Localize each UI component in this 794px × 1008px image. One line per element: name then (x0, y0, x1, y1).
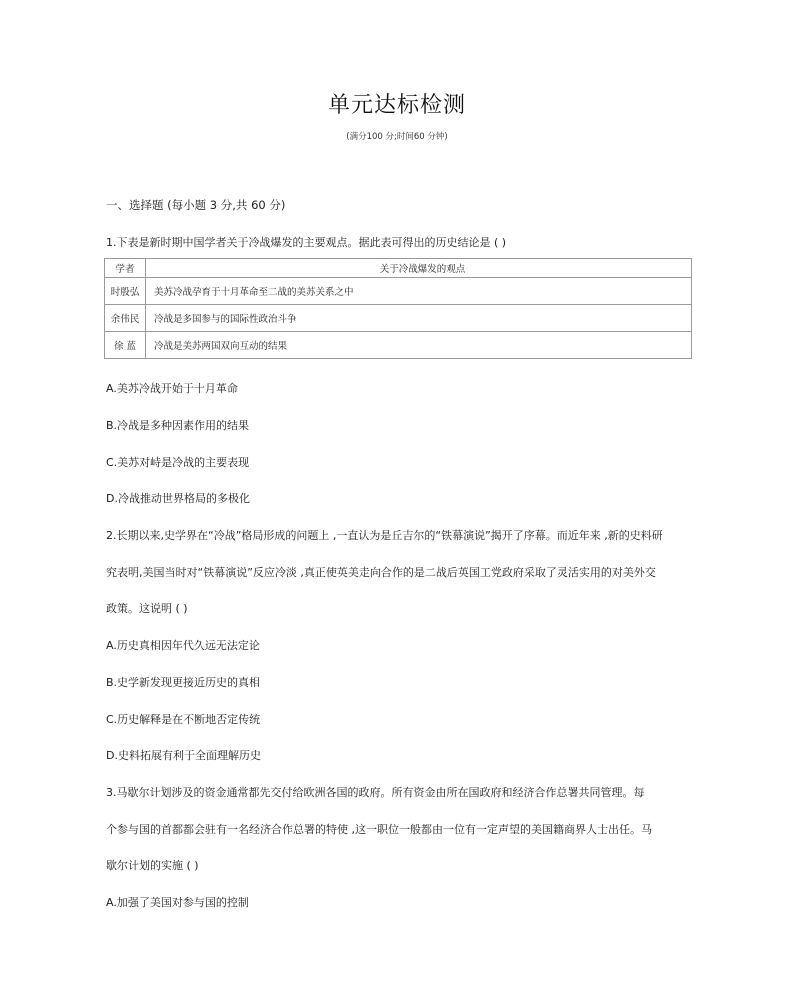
table-header-cell: 关于冷战爆发的观点 (146, 259, 692, 278)
q1-option-b: B.冷战是多种因素作用的结果 (106, 419, 250, 432)
section-heading: 一、选择题 (每小题 3 分,共 60 分) (106, 198, 286, 212)
q1-option-a: A.美苏冷战开始于十月革命 (106, 382, 238, 395)
question-2-line-1: 2.长期以来,史学界在“冷战”格局形成的问题上 ,一直认为是丘吉尔的“铁幕演说”揭开了序幕。而近年来 ,新的史料研 (106, 529, 663, 542)
question-2-line-3: 政策。这说明 ( ) (106, 602, 188, 615)
table-row (105, 305, 692, 332)
q3-option-a: A.加强了美国对参与国的控制 (106, 896, 249, 909)
table-cell-view: 冷战是美苏两国双向互动的结果 (146, 332, 692, 359)
question-2-line-2: 究表明,美国当时对“铁幕演说”反应冷淡 ,真正使英美走向合作的是二战后英国工党政府采取了灵活实用的对美外交 (106, 566, 656, 579)
table-header-row (105, 259, 692, 278)
page-subtitle: (满分100 分;时间60 分钟) (346, 132, 448, 142)
q2-option-c: C.历史解释是在不断地否定传统 (106, 713, 261, 726)
question-3-line-3: 歇尔计划的实施 ( ) (106, 859, 199, 872)
question-3-line-1: 3.马歇尔计划涉及的资金通常都先交付给欧洲各国的政府。所有资金由所在国政府和经济合作总署共同管理。每 (106, 786, 645, 799)
question-1-stem: 1.下表是新时期中国学者关于冷战爆发的主要观点。据此表可得出的历史结论是 ( ) (106, 236, 507, 249)
table-row (105, 278, 692, 305)
q1-option-c: C.美苏对峙是冷战的主要表现 (106, 456, 250, 469)
table-cell-view: 冷战是多国参与的国际性政治斗争 (146, 305, 692, 332)
page-title: 单元达标检测 (327, 93, 466, 118)
table-cell-view: 美苏冷战孕育于十月革命至二战的美苏关系之中 (146, 278, 692, 305)
scholar-views-table (104, 258, 692, 359)
table-cell-scholar: 徐 蓝 (105, 332, 146, 359)
table-row (105, 332, 692, 359)
q1-option-d: D.冷战推动世界格局的多极化 (106, 492, 250, 505)
table-header-cell: 学者 (105, 259, 146, 278)
table-cell-scholar: 时殷弘 (105, 278, 146, 305)
question-3-line-2: 个参与国的首都都会驻有一名经济合作总署的特使 ,这一职位一般都由一位有一定声望的美国籍商界人士出任。马 (106, 823, 652, 836)
table-cell-scholar: 余伟民 (105, 305, 146, 332)
q2-option-b: B.史学新发现更接近历史的真相 (106, 676, 261, 689)
q2-option-d: D.史料拓展有利于全面理解历史 (106, 749, 261, 762)
q2-option-a: A.历史真相因年代久远无法定论 (106, 639, 260, 652)
